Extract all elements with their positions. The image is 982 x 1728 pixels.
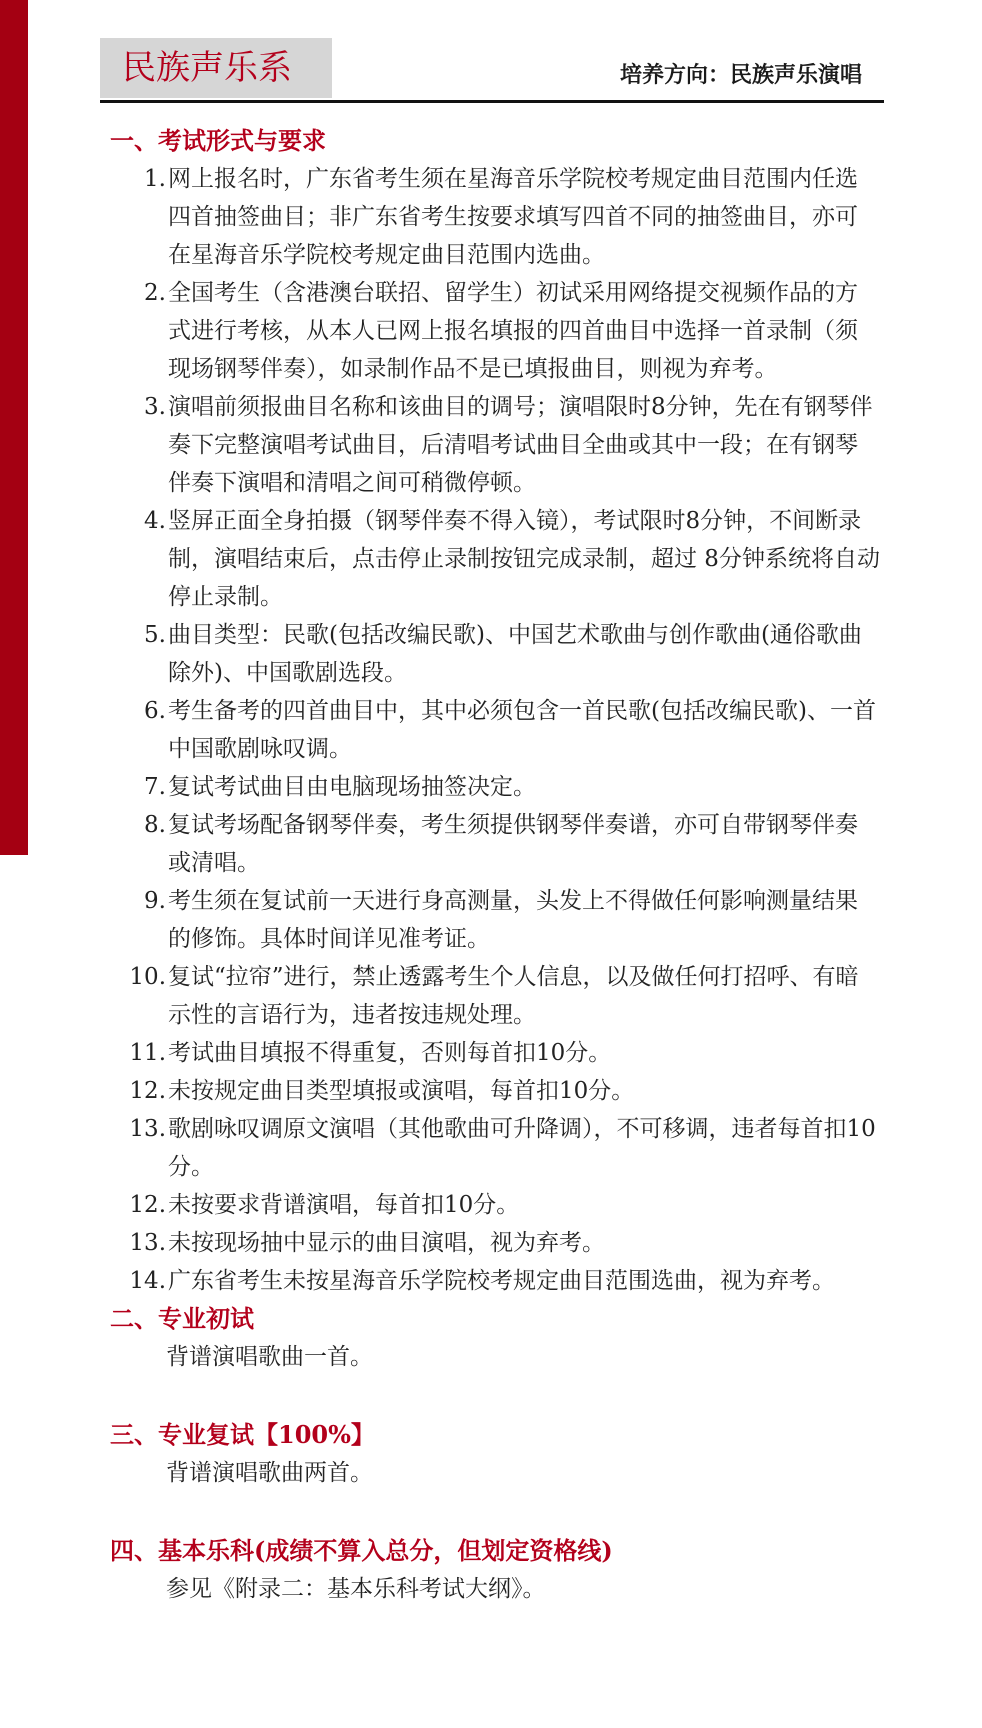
page-header: [100, 38, 884, 102]
main-content: [110, 122, 880, 1608]
list-item: [110, 768, 880, 806]
list-item: [110, 502, 880, 616]
item-text: 广东省考生未按星海音乐学院校考规定曲目范围选曲，视为弃考。: [168, 1268, 835, 1294]
list-item: [110, 1110, 880, 1186]
spacer: [110, 1376, 880, 1416]
item-text: 网上报名时，广东省考生须在星海音乐学院校考规定曲目范围内任选四首抽签曲目；非广东省考生按要求填写四首不同的抽签曲目，亦可在星海音乐学院校考规定曲目范围内选曲。: [168, 166, 858, 268]
item-number: 6.: [144, 698, 166, 724]
item-text: 未按要求背谱演唱，每首扣10分。: [168, 1192, 520, 1218]
item-number: 3.: [144, 394, 166, 420]
section-heading-exam-format: 一、考试形式与要求: [110, 126, 326, 155]
item-text: 全国考生（含港澳台联招、留学生）初试采用网络提交视频作品的方式进行考核，从本人已网上报名填报的四首曲目中选择一首录制（须现场钢琴伴奏），如录制作品不是已填报曲目，则视为弃考。: [168, 280, 858, 382]
section-body-preliminary: 背谱演唱歌曲一首。: [166, 1344, 373, 1370]
item-number: 14.: [129, 1268, 166, 1294]
training-direction: 培养方向：民族声乐演唱: [619, 62, 862, 88]
item-text: 歌剧咏叹调原文演唱（其他歌曲可升降调），不可移调，违者每首扣10分。: [168, 1116, 876, 1180]
list-item: [110, 1262, 880, 1300]
department-title-box: [100, 38, 332, 98]
item-number: 10.: [129, 964, 166, 990]
item-text: 未按现场抽中显示的曲目演唱，视为弃考。: [168, 1230, 605, 1256]
item-number: 9.: [144, 888, 166, 914]
list-item: [110, 274, 880, 388]
item-text: 演唱前须报曲目名称和该曲目的调号；演唱限时8分钟，先在有钢琴伴奏下完整演唱考试曲目，后清唱考试曲目全曲或其中一段；在有钢琴伴奏下演唱和清唱之间可稍微停顿。: [168, 394, 873, 496]
department-title: 民族声乐系: [122, 48, 292, 88]
item-text: 考试曲目填报不得重复，否则每首扣10分。: [168, 1040, 612, 1066]
section-body-retest: 背谱演唱歌曲两首。: [166, 1460, 373, 1486]
item-text: 复试考试曲目由电脑现场抽签决定。: [168, 774, 536, 800]
item-text: 考生须在复试前一天进行身高测量，头发上不得做任何影响测量结果的修饰。具体时间详见准考证。: [168, 888, 858, 952]
section-body-basic-music: 参见《附录二：基本乐科考试大纲》。: [166, 1576, 546, 1602]
list-item: [110, 1186, 880, 1224]
list-item: [110, 882, 880, 958]
list-item: [110, 958, 880, 1034]
item-text: 曲目类型：民歌(包括改编民歌)、中国艺术歌曲与创作歌曲(通俗歌曲除外)、中国歌剧选段。: [168, 622, 862, 686]
item-number: 11.: [129, 1040, 166, 1066]
item-number: 5.: [144, 622, 166, 648]
list-item: [110, 806, 880, 882]
list-item: [110, 1072, 880, 1110]
list-item: [110, 692, 880, 768]
item-number: 13.: [129, 1230, 166, 1256]
item-number: 7.: [144, 774, 166, 800]
item-text: 复试考场配备钢琴伴奏，考生须提供钢琴伴奏谱，亦可自带钢琴伴奏或清唱。: [168, 812, 858, 876]
item-text: 复试“拉帘”进行，禁止透露考生个人信息，以及做任何打招呼、有暗示性的言语行为，违者按违规处理。: [168, 964, 859, 1028]
item-text: 未按规定曲目类型填报或演唱，每首扣10分。: [168, 1078, 635, 1104]
section-heading-retest: 三、专业复试【100%】: [110, 1420, 375, 1449]
section-heading-preliminary: 二、专业初试: [110, 1304, 254, 1333]
header-divider: [100, 100, 884, 103]
item-number: 1.: [144, 166, 166, 192]
item-number: 2.: [144, 280, 166, 306]
item-text: 竖屏正面全身拍摄（钢琴伴奏不得入镜），考试限时8分钟，不间断录制，演唱结束后，点击停止录制按钮完成录制，超过 8分钟系统将自动停止录制。: [168, 508, 880, 610]
list-item: [110, 388, 880, 502]
item-number: 13.: [129, 1116, 166, 1142]
section-heading-basic-music: 四、基本乐科(成绩不算入总分，但划定资格线): [110, 1536, 613, 1565]
list-item: [110, 1034, 880, 1072]
item-number: 12.: [129, 1192, 166, 1218]
list-item: [110, 160, 880, 274]
spacer: [110, 1492, 880, 1532]
item-number: 12.: [129, 1078, 166, 1104]
side-accent-bar: [0, 0, 28, 855]
item-number: 4.: [144, 508, 166, 534]
item-text: 考生备考的四首曲目中，其中必须包含一首民歌(包括改编民歌)、一首中国歌剧咏叹调。: [168, 698, 876, 762]
list-item: [110, 616, 880, 692]
item-number: 8.: [144, 812, 166, 838]
list-item: [110, 1224, 880, 1262]
requirements-list: [110, 160, 880, 1300]
